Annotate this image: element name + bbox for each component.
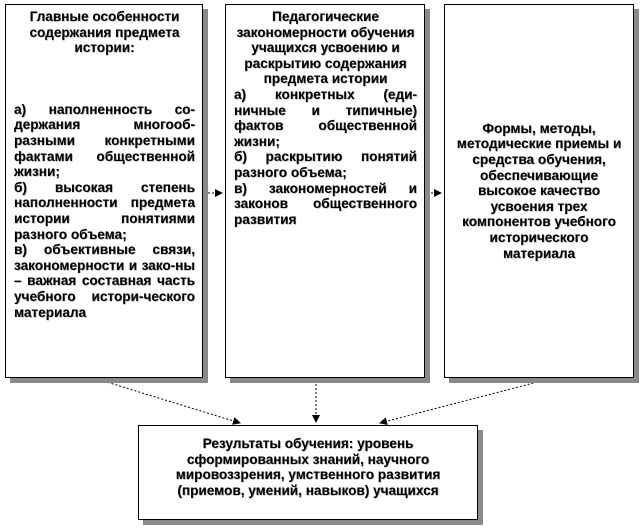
features-item-b: б) высокая степень наполненности предмета истории понятиями разного объема; [14,179,195,242]
arrow-forms-to-results [380,380,545,423]
results-box [138,425,478,520]
laws-title: Педагогические закономерности обучения учащихся усвоению и раскрытию содержания предмета истории [236,9,415,87]
results-text: Результаты обучения: уровень сформированных знаний, научного мировоззрения, умственного развития (приемов, умений, навыков) учащихся [175,436,441,498]
features-item-c: в) объективные связи, закономерности и зако-ны – важная составная часть учебного истори-ческого материала [14,242,195,320]
laws-item-a: а) конкретных (еди-ничные и типичные) фактов общественной жизни; [234,86,417,149]
laws-item-b: б) раскрытию понятий разного объема; [234,149,417,180]
forms-text: Формы, методы, методические приемы и средства обучения, обеспечивающие высокое качество усвоения трех компонентов учебного исторического материала [456,120,622,261]
features-box [5,4,203,378]
features-title: Главные особенности содержания предмета истории: [29,9,180,56]
forms-box [444,4,634,378]
arrow-features-to-results [100,380,240,423]
laws-box [225,4,425,378]
laws-item-c: в) закономерностей и законов общественного развития [234,180,417,227]
features-item-a: а) наполненность со-держания многооб-разными конкретными фактами общественной жизни; [14,101,195,180]
